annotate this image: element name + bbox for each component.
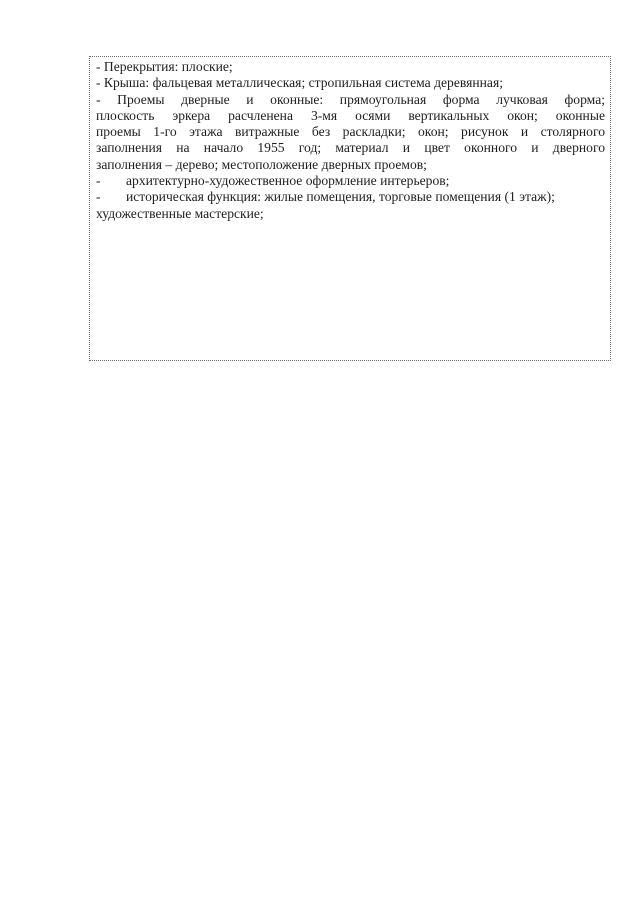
item-openings-line-1: - Проемы дверные и оконные: прямоугольная форма лучковая форма; xyxy=(96,91,605,107)
item-function xyxy=(96,189,605,205)
item-openings-line-5: заполнения – дерево; местоположение дверных проемов; xyxy=(96,156,427,172)
item-floors: - Перекрытия: плоские; xyxy=(96,59,233,74)
item-function-line-2: художественные мастерские; xyxy=(96,205,264,221)
item-openings-line-4: заполнения на начало 1955 год; материал и цвет оконного и дверного xyxy=(96,140,605,156)
item-openings-line-2: плоскость эркера расчленена 3-мя осями вертикальных окон; оконные xyxy=(96,107,605,123)
text-frame xyxy=(89,56,611,361)
bullet-dash: - xyxy=(96,189,101,205)
item-interiors-text: архитектурно-художественное оформление интерьеров; xyxy=(126,173,450,189)
item-openings-line-3: проемы 1-го этажа витражные без раскладки; окон; рисунок и столярного xyxy=(96,124,605,140)
item-roof: - Крыша: фальцевая металлическая; стропильная система деревянная; xyxy=(96,75,503,91)
item-interiors xyxy=(96,173,605,189)
item-function-text: историческая функция: жилые помещения, торговые помещения (1 этаж); xyxy=(126,189,555,205)
bullet-dash: - xyxy=(96,173,101,189)
